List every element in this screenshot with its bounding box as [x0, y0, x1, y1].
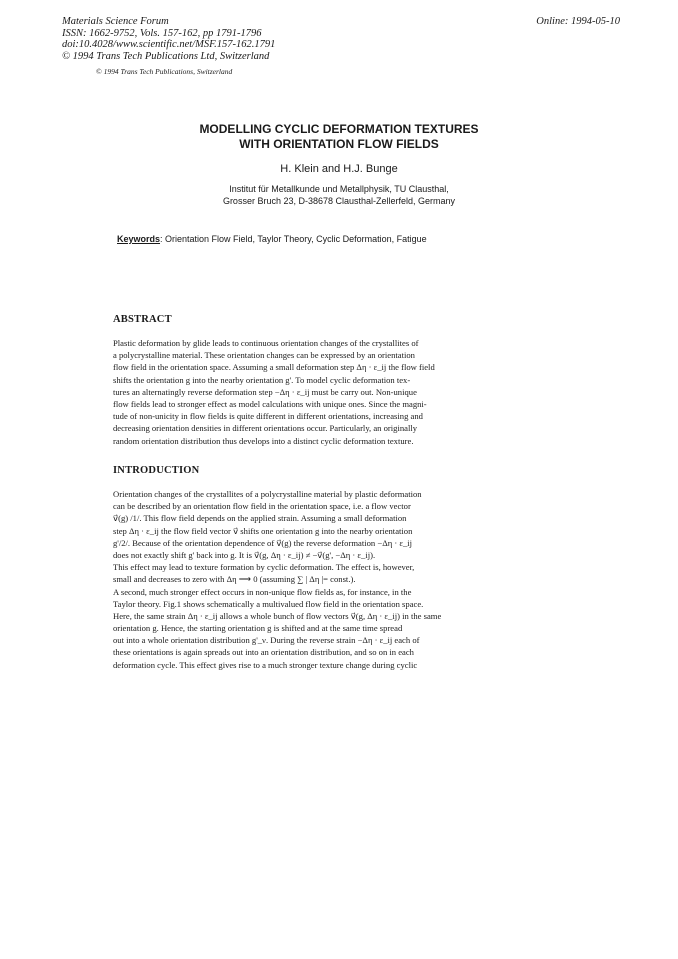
- introduction-line: A second, much stronger effect occurs in non-unique flow fields as, for instance, in the: [113, 586, 412, 597]
- introduction-line: does not exactly shift g' back into g. It is v⃗(g, Δη · ε_ij) ≠ −v⃗(g', −Δη · ε_ij).: [113, 549, 376, 560]
- introduction-line: deformation cycle. This effect gives rise to a much stronger texture change during cyclic: [113, 659, 418, 670]
- introduction-line: Taylor theory. Fig.1 shows schematically a multivalued flow field in the orientation space.: [113, 598, 424, 609]
- introduction-line: Orientation changes of the crystallites of a polycrystalline material by plastic deformation: [113, 489, 422, 499]
- abstract-heading: ABSTRACT: [113, 314, 172, 325]
- abstract-body: [113, 337, 513, 447]
- keywords-text: : Orientation Flow Field, Taylor Theory, Cyclic Deformation, Fatigue: [160, 234, 427, 244]
- introduction-heading: INTRODUCTION: [113, 465, 200, 476]
- copyright-line: © 1994 Trans Tech Publications Ltd, Switzerland: [62, 50, 270, 62]
- abstract-line: Plastic deformation by glide leads to continuous orientation changes of the crystallites of: [113, 338, 419, 348]
- issn-line: ISSN: 1662-9752, Vols. 157-162, pp 1791-1796: [62, 27, 262, 39]
- abstract-line: flow fields lead to stronger effect as model calculations with unique ones. Since the magni-: [113, 398, 427, 409]
- journal-name: Materials Science Forum: [62, 16, 169, 27]
- abstract-line: shifts the orientation g into the nearby orientation g'. To model cyclic deformation tex-: [113, 374, 411, 385]
- paper-title: [0, 122, 678, 152]
- abstract-line: tures an alternatingly reverse deformation step −Δη · ε_ij must be carry out. Non-unique: [113, 386, 417, 397]
- introduction-line: orientation g. Hence, the starting orientation g is shifted and at the same time spread: [113, 623, 403, 634]
- title-line-1: MODELLING CYCLIC DEFORMATION TEXTURES: [199, 122, 479, 136]
- journal-header: [62, 16, 275, 62]
- introduction-line: can be described by an orientation flow field in the orientation space, i.e. a flow vector: [113, 501, 411, 512]
- title-line-2: WITH ORIENTATION FLOW FIELDS: [239, 137, 439, 151]
- doi-line[interactable]: doi:10.4028/www.scientific.net/MSF.157-162.1791: [62, 39, 276, 50]
- keywords-label: Keywords: [117, 234, 161, 244]
- authors: H. Klein and H.J. Bunge: [280, 163, 398, 175]
- introduction-body: [113, 488, 513, 671]
- introduction-line: This effect may lead to texture formation by cyclic deformation. The effect is, however,: [113, 562, 415, 573]
- abstract-line: tude of non-unicity in flow fields is quite different in different orientations, increasing and: [113, 411, 423, 422]
- introduction-line: v⃗(g) /1/. This flow field depends on the applied strain. Assuming a small deformation: [113, 513, 407, 524]
- online-date: Online: 1994-05-10: [536, 16, 620, 27]
- abstract-line: random orientation distribution thus develops into a distinct cyclic deformation texture.: [113, 435, 414, 446]
- introduction-line: out into a whole orientation distribution g'_ν. During the reverse strain −Δη · ε_ij each of: [113, 635, 420, 646]
- abstract-line: decreasing orientation densities in different orientations occur. Particularly, an originally: [113, 423, 418, 434]
- introduction-line: g'/2/. Because of the orientation dependence of v⃗(g) the reverse deformation −Δη · ε_ij: [113, 537, 413, 548]
- affiliation-line-2: Grosser Bruch 23, D-38678 Clausthal-Zellerfeld, Germany: [222, 196, 456, 206]
- introduction-line: small and decreases to zero with Δη ⟶ 0 (assuming ∑ | Δη |= const.).: [113, 574, 356, 585]
- abstract-line: flow field in the orientation space. Assuming a small deformation step Δη · ε_ij the flow field: [113, 362, 435, 373]
- keywords: [117, 234, 427, 244]
- affiliation: [0, 183, 678, 207]
- introduction-line: step Δη · ε_ij the flow field vector v⃗ shifts one orientation g into the nearby orientation: [113, 525, 413, 536]
- introduction-line: these orientations is again spreads out into an orientation distribution, and so on in each: [113, 647, 414, 658]
- abstract-line: a polycrystalline material. These orientation changes can be expressed by an orientation: [113, 350, 415, 361]
- introduction-line: Here, the same strain Δη · ε_ij allows a whole bunch of flow vectors v⃗(g, Δη · ε_ij) in the same: [113, 610, 442, 621]
- trans-tech-copyright: © 1994 Trans Tech Publications, Switzerland: [96, 67, 233, 76]
- affiliation-line-1: Institut für Metallkunde und Metallphysik, TU Clausthal,: [229, 184, 449, 194]
